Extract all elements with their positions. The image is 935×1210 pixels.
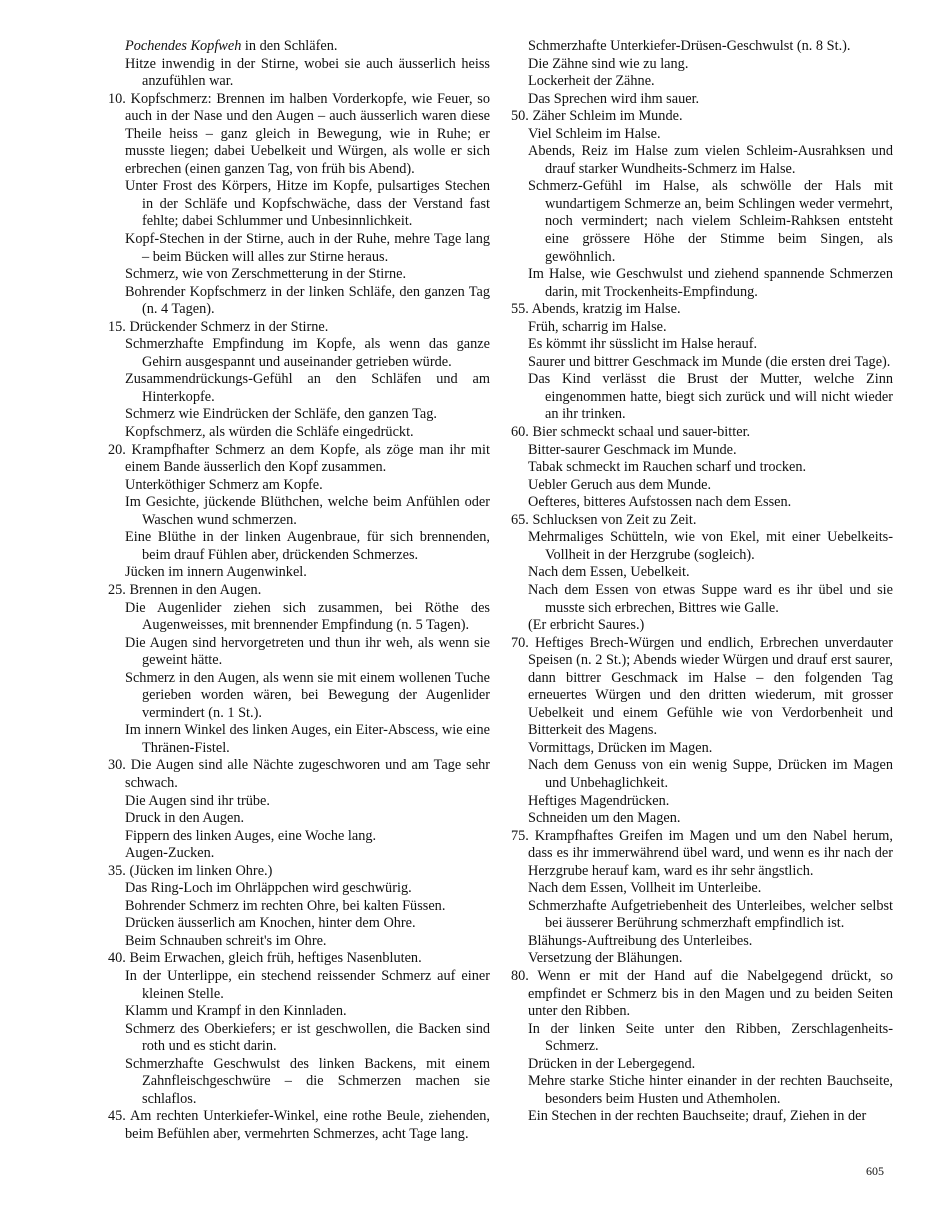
- entry-text: Fippern des linken Auges, eine Woche lang.: [125, 827, 377, 844]
- entry-text: Heftiges Magendrücken.: [528, 792, 670, 809]
- entry-text: Nach dem Genuss von ein wenig Suppe, Drücken im Magen und Unbehaglichkeit.: [528, 757, 893, 791]
- symptom-entry: [511, 757, 893, 792]
- entry-text: Saurer und bittrer Geschmack im Munde (die ersten drei Tage).: [528, 353, 891, 370]
- symptom-entry: [108, 880, 490, 898]
- entry-text: in den Schläfen.: [241, 38, 338, 54]
- entry-text: Die Zähne sind wie zu lang.: [528, 55, 689, 72]
- entry-text: 65. Schlucksen von Zeit zu Zeit.: [511, 511, 697, 528]
- entry-text: Die Augen sind hervorgetreten und thun ihr weh, als wenn sie geweint hätte.: [125, 634, 490, 669]
- symptom-entry: [108, 371, 490, 406]
- entry-text: Nach dem Essen von etwas Suppe ward es ihr übel und sie musste sich erbrechen, Bittres wie Galle.: [528, 581, 893, 616]
- entry-text: 35. (Jücken im linken Ohre.): [108, 862, 273, 879]
- entry-text: Im Halse, wie Geschwulst und ziehend spannende Schmerzen darin, mit Trockenheits-Empfindung.: [528, 266, 893, 300]
- entry-text: Kopf-Stechen in der Stirne, auch in der Ruhe, mehre Tage lang – beim Bücken will alles zur Stirne heraus.: [125, 231, 490, 265]
- numbered-symptom-entry: [108, 91, 490, 179]
- entry-text: Schmerz wie Eindrücken der Schläfe, den ganzen Tag.: [125, 406, 437, 423]
- entry-text: 80. Wenn er mit der Hand auf die Nabelgegend drückt, so empfindet er Schmerz bis in den Magen und zu beiden Seiten unter den Ribben.: [511, 967, 893, 1020]
- symptom-entry: [108, 845, 490, 863]
- symptom-entry: [511, 73, 893, 91]
- entry-text: Schmerz in den Augen, als wenn sie mit einem wollenen Tuche gerieben worden wären, bei Bewegung der Augenlider vermindert (n. 1 St.).: [125, 669, 490, 721]
- symptom-entry: [511, 1021, 893, 1056]
- entry-text: Eine Blüthe in der linken Augenbraue, für sich brennenden, beim drauf Fühlen aber, drückenden Schmerzes.: [125, 529, 490, 563]
- entry-text: Tabak schmeckt im Rauchen scharf und trocken.: [528, 459, 807, 476]
- symptom-entry: [511, 266, 893, 301]
- entry-text: Uebler Geruch aus dem Munde.: [528, 476, 712, 493]
- symptom-entry: [108, 915, 490, 933]
- symptom-entry: [511, 793, 893, 811]
- symptom-entry: [108, 231, 490, 266]
- symptom-entry: [108, 1056, 490, 1109]
- entry-text: Abends, Reiz im Halse zum vielen Schleim-Ausrahksen und drauf starker Wundheits-Schmerz im Halse.: [528, 143, 893, 177]
- numbered-symptom-entry: [108, 863, 490, 881]
- entry-text: In der Unterlippe, ein stechend reissender Schmerz auf einer kleinen Stelle.: [125, 967, 490, 1002]
- symptom-entry: [511, 143, 893, 178]
- entry-text: Schmerzhafte Geschwulst des linken Backens, mit einem Zahnfleischgeschwüre – die Schmerzen machen sie schlaflos.: [125, 1055, 490, 1107]
- symptom-entry: [108, 477, 490, 495]
- entry-text: Schmerzhafte Unterkiefer-Drüsen-Geschwulst (n. 8 St.).: [528, 38, 851, 54]
- numbered-symptom-entry: [511, 424, 893, 442]
- entry-text: Die Augen sind ihr trübe.: [125, 792, 270, 809]
- entry-text: Unter Frost des Körpers, Hitze im Kopfe, pulsartiges Stechen in der Schläfe und Kopfschwäche, dass der Verstand fast fehlte; dabei Schlummer und Unbesinnlichkeit.: [125, 178, 490, 230]
- symptom-entry: [511, 617, 893, 635]
- entry-text: Klamm und Krampf in den Kinnladen.: [125, 1003, 347, 1020]
- entry-text: 70. Heftiges Brech-Würgen und endlich, Erbrechen unverdauter Speisen (n. 2 St.); Abends wieder Würgen und drauf erst saurer, dann bittrer Geschmack im Halse – den folgenden Tag erneuertes Würgen und den dritten wiederum, mit grosser Uebelkeit und einem Gefühle wie von Verdorbenheit und Bitterkeit des Magens.: [511, 634, 893, 739]
- symptom-entry: [108, 635, 490, 670]
- numbered-symptom-entry: [511, 635, 893, 740]
- entry-text: Das Ring-Loch im Ohrläppchen wird geschwürig.: [125, 880, 412, 897]
- entry-text: Schmerzhafte Aufgetriebenheit des Unterleibes, welcher selbst bei äusserer Berührung schmerzhaft empfindlich ist.: [528, 897, 893, 932]
- entry-text: 55. Abends, kratzig im Halse.: [511, 301, 681, 318]
- symptom-entry: [511, 126, 893, 144]
- entry-text: Drücken äusserlich am Knochen, hinter dem Ohre.: [125, 915, 416, 932]
- numbered-symptom-entry: [108, 757, 490, 792]
- entry-text: 15. Drückender Schmerz in der Stirne.: [108, 318, 329, 335]
- symptom-entry: [108, 38, 490, 56]
- symptom-entry: [511, 336, 893, 354]
- symptom-entry: [108, 56, 490, 91]
- symptom-entry: [108, 898, 490, 916]
- entry-text: Mehrmaliges Schütteln, wie von Ekel, mit einer Uebelkeits-Vollheit in der Herzgrube (sogleich).: [528, 529, 893, 563]
- italic-phrase: Pochendes Kopfweh: [125, 38, 242, 54]
- symptom-entry: [511, 459, 893, 477]
- entry-text: Das Sprechen wird ihm sauer.: [528, 90, 700, 107]
- symptom-entry: [511, 354, 893, 372]
- entry-text: 60. Bier schmeckt schaal und sauer-bitter.: [511, 424, 751, 441]
- symptom-entry: [511, 898, 893, 933]
- entry-text: Zusammendrückungs-Gefühl an den Schläfen und am Hinterkopfe.: [125, 371, 490, 405]
- entry-text: Druck in den Augen.: [125, 810, 245, 827]
- symptom-entry: [108, 178, 490, 231]
- symptom-entry: [108, 336, 490, 371]
- entry-text: Bitter-saurer Geschmack im Munde.: [528, 441, 737, 458]
- entry-text: Im Gesichte, jückende Blüthchen, welche beim Anfühlen oder Waschen wund schmerzen.: [125, 494, 490, 528]
- symptom-entry: [108, 1003, 490, 1021]
- symptom-entry: [511, 56, 893, 74]
- symptom-entry: [511, 1108, 893, 1126]
- symptom-entry: [108, 968, 490, 1003]
- symptom-entry: [511, 178, 893, 266]
- entry-text: 40. Beim Erwachen, gleich früh, heftiges Nasenbluten.: [108, 950, 422, 967]
- symptom-entry: [511, 582, 893, 617]
- entry-text: Schmerzhafte Empfindung im Kopfe, als wenn das ganze Gehirn ausgespannt und auseinander getrieben würde.: [125, 336, 490, 370]
- entry-text: 20. Krampfhafter Schmerz an dem Kopfe, als zöge man ihr mit einem Bande äusserlich den Kopf zusammen.: [108, 441, 490, 476]
- symptom-entry: [108, 670, 490, 723]
- symptom-entry: [108, 406, 490, 424]
- entry-text: Drücken in der Lebergegend.: [528, 1055, 696, 1072]
- symptom-entry: [511, 950, 893, 968]
- entry-text: Hitze inwendig in der Stirne, wobei sie auch äusserlich heiss anzufühlen war.: [125, 55, 490, 90]
- entry-text: Versetzung der Blähungen.: [528, 950, 683, 967]
- symptom-entry: [108, 793, 490, 811]
- entry-text: Schmerz des Oberkiefers; er ist geschwollen, die Backen sind roth und es sticht darin.: [125, 1020, 490, 1055]
- page-number: 605: [866, 1164, 884, 1178]
- entry-text: Ein Stechen in der rechten Bauchseite; drauf, Ziehen in der: [528, 1108, 867, 1125]
- numbered-symptom-entry: [108, 1108, 490, 1143]
- symptom-entry: [108, 933, 490, 951]
- entry-text: 75. Krampfhaftes Greifen im Magen und um den Nabel herum, dass es ihr immerwährend übel ward, und wenn es ihr nach der Herzgrube herauf kam, ward es ihr sehr ängstlich.: [511, 827, 893, 879]
- numbered-symptom-entry: [108, 582, 490, 600]
- entry-text: Im innern Winkel des linken Auges, ein Eiter-Abscess, wie eine Thränen-Fistel.: [125, 722, 490, 756]
- entry-text: 45. Am rechten Unterkiefer-Winkel, eine rothe Beule, ziehenden, beim Befühlen aber, vermehrten Schmerzes, acht Tage lang.: [108, 1108, 490, 1142]
- entry-text: Schneiden um den Magen.: [528, 810, 681, 827]
- entry-text: Mehre starke Stiche hinter einander in der rechten Bauchseite, besonders beim Husten und Athemholen.: [528, 1073, 893, 1107]
- symptom-entry: [511, 564, 893, 582]
- numbered-symptom-entry: [511, 108, 893, 126]
- numbered-symptom-entry: [108, 319, 490, 337]
- symptom-entry: [108, 1021, 490, 1056]
- entry-text: Bohrender Schmerz im rechten Ohre, bei kalten Füssen.: [125, 897, 446, 914]
- symptom-entry: [108, 494, 490, 529]
- symptom-entry: [511, 442, 893, 460]
- entry-text: Nach dem Essen, Uebelkeit.: [528, 564, 690, 581]
- symptom-entry: [511, 319, 893, 337]
- symptom-entry: [108, 564, 490, 582]
- symptom-entry: [108, 424, 490, 442]
- entry-text: Lockerheit der Zähne.: [528, 73, 655, 90]
- entry-text: Blähungs-Auftreibung des Unterleibes.: [528, 932, 753, 949]
- entry-text: 50. Zäher Schleim im Munde.: [511, 108, 683, 125]
- symptom-entry: [511, 371, 893, 424]
- symptom-entry: [511, 740, 893, 758]
- numbered-symptom-entry: [108, 442, 490, 477]
- symptom-entry: [511, 880, 893, 898]
- numbered-symptom-entry: [511, 512, 893, 530]
- entry-text: Kopfschmerz, als würden die Schläfe eingedrückt.: [125, 424, 414, 441]
- entry-text: Beim Schnauben schreit's im Ohre.: [125, 932, 327, 949]
- entry-text: Schmerz-Gefühl im Halse, als schwölle der Hals mit wundartigem Schmerze an, beim Schlingen weder vermehrt, noch vermindert; nach vielem Schleim-Rahksen entsteht eine grössere Höhe der Stimme beim Singen, als gewöhnlich.: [528, 178, 893, 265]
- numbered-symptom-entry: [108, 950, 490, 968]
- symptom-entry: [511, 38, 893, 56]
- entry-text: Bohrender Kopfschmerz in der linken Schläfe, den ganzen Tag (n. 4 Tagen).: [125, 283, 490, 318]
- symptom-entry: [108, 810, 490, 828]
- symptom-entry: [108, 266, 490, 284]
- entry-text: Nach dem Essen, Vollheit im Unterleibe.: [528, 880, 762, 897]
- symptom-entry: [108, 722, 490, 757]
- entry-text: (Er erbricht Saures.): [528, 617, 645, 634]
- symptom-entry: [511, 810, 893, 828]
- symptom-entry: [511, 529, 893, 564]
- entry-text: 25. Brennen in den Augen.: [108, 581, 262, 598]
- symptom-entry: [511, 477, 893, 495]
- symptom-entry: [511, 494, 893, 512]
- left-column: [108, 38, 490, 1143]
- numbered-symptom-entry: [511, 968, 893, 1021]
- symptom-entry: [108, 529, 490, 564]
- entry-text: 30. Die Augen sind alle Nächte zugeschworen und am Tage sehr schwach.: [108, 757, 490, 791]
- entry-text: Vormittags, Drücken im Magen.: [528, 739, 713, 756]
- numbered-symptom-entry: [511, 828, 893, 881]
- symptom-entry: [511, 91, 893, 109]
- symptom-entry: [108, 284, 490, 319]
- entry-text: Früh, scharrig im Halse.: [528, 318, 667, 335]
- entry-text: Jücken im innern Augenwinkel.: [125, 564, 307, 581]
- symptom-entry: [511, 1073, 893, 1108]
- symptom-entry: [108, 600, 490, 635]
- entry-text: Unterköthiger Schmerz am Kopfe.: [125, 476, 323, 493]
- entry-text: Schmerz, wie von Zerschmetterung in der Stirne.: [125, 266, 407, 283]
- right-column: [511, 38, 893, 1126]
- entry-text: 10. Kopfschmerz: Brennen im halben Vorderkopfe, wie Feuer, so auch in der Nase und den Augen – auch äusserlich waren diese Theile heiss – ganz gleich in Bewegung, wie in Ruhe; er musste liegen; dabei Uebelkeit und Würgen, als wolle er sich erbrechen (einen ganzen Tag, von früh bis Abend).: [108, 90, 490, 177]
- entry-text: Oefteres, bitteres Aufstossen nach dem Essen.: [528, 494, 792, 511]
- entry-text: Viel Schleim im Halse.: [528, 125, 661, 142]
- symptom-entry: [108, 828, 490, 846]
- entry-text: Augen-Zucken.: [125, 845, 215, 862]
- numbered-symptom-entry: [511, 301, 893, 319]
- entry-text: Die Augenlider ziehen sich zusammen, bei Röthe des Augenweisses, mit brennender Empfindung (n. 5 Tagen).: [125, 599, 490, 634]
- symptom-entry: [511, 933, 893, 951]
- entry-text: Das Kind verlässt die Brust der Mutter, welche Zinn eingenommen hatte, biegt sich zurück und will nicht wieder an ihr trinken.: [528, 371, 893, 423]
- entry-text: Es kömmt ihr süsslicht im Halse herauf.: [528, 336, 758, 353]
- entry-text: In der linken Seite unter den Ribben, Zerschlagenheits-Schmerz.: [528, 1020, 893, 1055]
- symptom-entry: [511, 1056, 893, 1074]
